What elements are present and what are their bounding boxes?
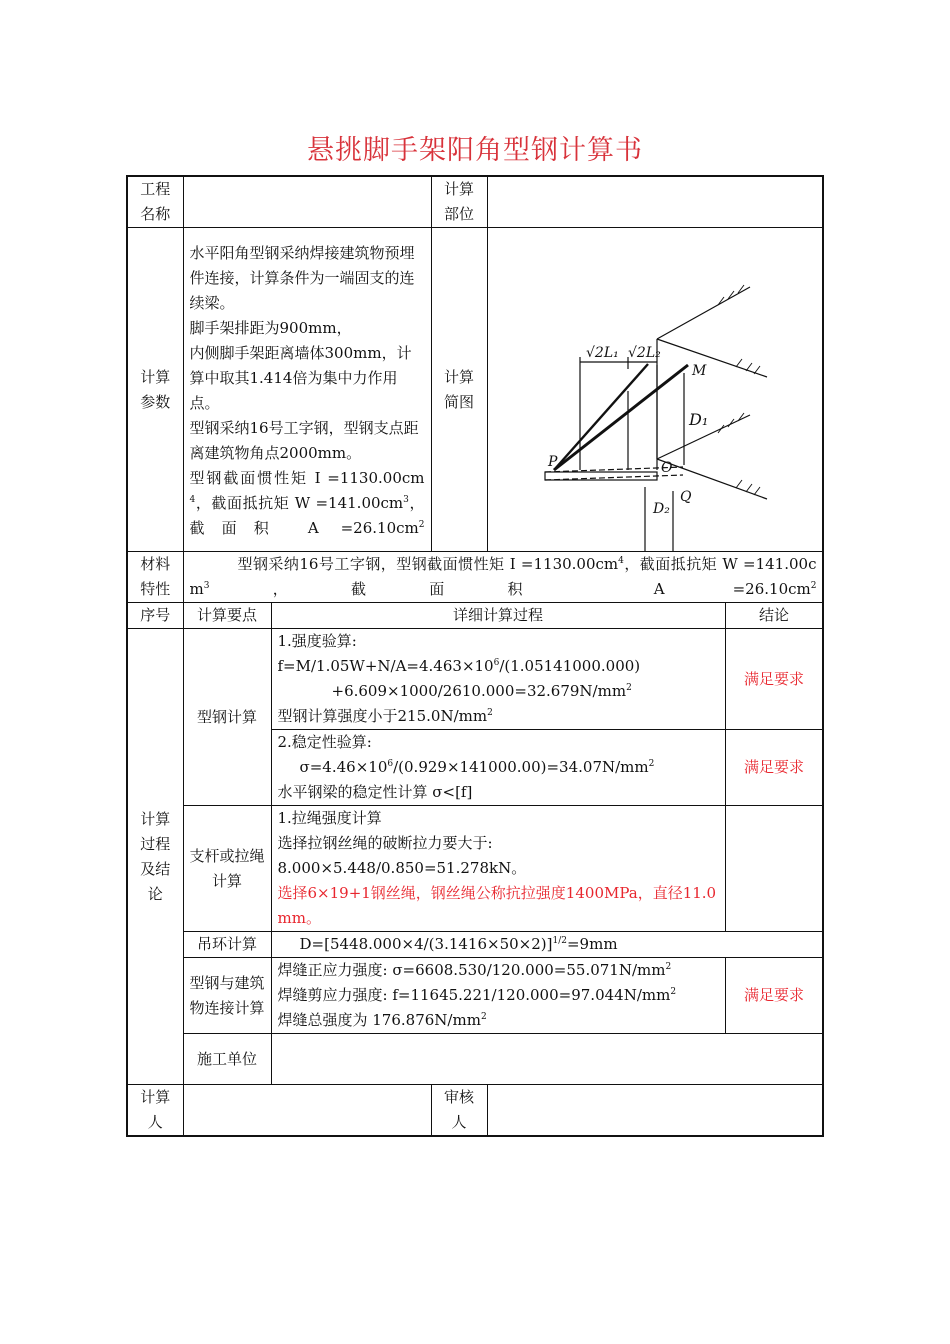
superscript: 1/2 — [552, 936, 567, 946]
project-label: 工程名称 — [127, 176, 183, 228]
calculation-table — [126, 175, 824, 1137]
superscript: 2 — [670, 987, 677, 997]
diagram-label: 计算简图 — [431, 228, 487, 552]
weld-row — [127, 958, 823, 1034]
formula-text: /(0.929×141000.00)=34.07N/mm — [393, 758, 649, 776]
formula-text: 焊缝剪应力强度: f=11645.221/120.000=97.044N/mm — [277, 986, 671, 1004]
formula-text: /(1.05141000.000) — [499, 657, 641, 675]
location-label: 计算部位 — [431, 176, 487, 228]
formula-text: 焊缝总强度为 176.876N/mm — [277, 1011, 481, 1029]
strength-line — [278, 679, 719, 704]
params-line: 脚手架排距为900mm， — [189, 318, 352, 337]
params-row — [127, 228, 823, 552]
superscript: 4 — [618, 556, 624, 566]
label-d2: D₂ — [652, 500, 670, 517]
cantilever-diagram — [488, 229, 822, 551]
superscript: 2 — [480, 1012, 487, 1022]
location-value — [487, 176, 823, 228]
strength-line — [278, 704, 719, 729]
weld-text — [271, 958, 725, 1034]
header-row — [127, 176, 823, 228]
column-header-row — [127, 603, 823, 629]
formula-text: 焊缝正应力强度: σ=6608.530/120.000=55.071N/mm — [277, 961, 666, 979]
params-line: 型钢采纳16号工字钢，型钢支点距离建筑物角点2000mm。 — [189, 418, 419, 462]
material-label: 材料特性 — [127, 552, 183, 603]
weld-line — [278, 1008, 719, 1033]
review-label: 审核人 — [431, 1085, 487, 1137]
label-l2: √2L₂ — [627, 344, 661, 361]
upper-wall-line-2 — [657, 339, 767, 377]
steel-strength-text — [271, 629, 725, 730]
steel-stability-text — [271, 730, 725, 806]
params-text — [183, 228, 431, 552]
upper-wall-line — [657, 287, 750, 339]
superscript: 2 — [810, 581, 817, 591]
superscript: 2 — [648, 759, 655, 769]
formula-text: f=M/1.05W+N/A=4.463×10 — [277, 657, 494, 675]
weld-line — [278, 958, 719, 983]
formula-text: D=[5448.000×4/(3.1416×50×2)] — [299, 935, 553, 953]
project-value — [183, 176, 431, 228]
weld-result: 满足要求 — [725, 958, 823, 1034]
superscript: 4 — [189, 494, 196, 505]
rope-selection: 选择6×19+1钢丝绳，钢丝绳公称抗拉强度1400MPa，直径11.0mm。 — [277, 884, 717, 927]
label-l1: √2L₁ — [585, 344, 619, 361]
ring-formula — [278, 932, 618, 957]
rope-title: 1.拉绳强度计算 — [277, 809, 382, 827]
material-text — [183, 552, 823, 603]
rope-line: 选择拉钢丝绳的破断拉力要大于: — [277, 834, 493, 852]
process-group-label: 计算过程及结论 — [127, 629, 183, 1085]
modulus-text: ，截面抵抗矩 W =141.00cm — [195, 493, 404, 512]
superscript: 2 — [418, 519, 425, 530]
label-o: O — [660, 459, 672, 476]
strength-result: 满足要求 — [725, 629, 823, 730]
wall-hatching — [718, 285, 760, 495]
material-area: ，截面积 A =26.10cm — [209, 580, 811, 598]
calc-label: 计算人 — [127, 1085, 183, 1137]
stability-title: 2.稳定性验算: — [277, 733, 372, 751]
unit-value — [271, 1034, 823, 1085]
rope-text — [271, 806, 725, 932]
document-title: 悬挑脚手架阳角型钢计算书 — [307, 135, 643, 166]
label-p: P — [547, 453, 557, 470]
label-d1: D₁ — [688, 409, 708, 429]
col-seq: 序号 — [127, 603, 183, 629]
unit-label: 施工单位 — [183, 1034, 271, 1085]
superscript: 3 — [403, 494, 409, 505]
col-conclusion: 结论 — [725, 603, 823, 629]
diagonal-rod-2 — [554, 364, 648, 470]
params-line: 内侧脚手架距离墙体300mm，计算中取其1.414倍为集中力作用点。 — [189, 343, 412, 412]
formula-text: =9mm — [566, 935, 618, 953]
rope-result — [725, 806, 823, 932]
formula-text: 型钢计算强度小于215.0N/mm — [277, 707, 488, 725]
params-label: 计算参数 — [127, 228, 183, 552]
params-line: 水平阳角型钢采纳焊接建筑物预埋件连接，计算条件为一端固支的连续梁。 — [189, 243, 415, 312]
label-q: Q — [679, 488, 691, 505]
calc-value — [183, 1085, 431, 1137]
weld-line — [278, 983, 719, 1008]
params-section-props — [190, 466, 425, 541]
signature-row — [127, 1085, 823, 1137]
superscript: 2 — [626, 683, 632, 693]
material-inertia: 型钢采纳16号工字钢，型钢截面惯性矩 I =1130.00cm — [237, 555, 619, 573]
material-modulus: ，截面抵抗矩 W =141.00cm — [189, 555, 817, 598]
steel-label: 型钢计算 — [183, 629, 271, 806]
stability-line: 水平钢梁的稳定性计算 σ<[f] — [277, 783, 473, 801]
strength-title: 1.强度验算: — [277, 632, 357, 650]
rope-line: 8.000×5.448/0.850=51.278kN。 — [277, 859, 527, 877]
col-process: 详细计算过程 — [271, 603, 725, 629]
superscript: 2 — [487, 708, 493, 718]
material-row — [127, 552, 823, 603]
diagram-cell — [487, 228, 823, 552]
col-point: 计算要点 — [183, 603, 271, 629]
rope-row — [127, 806, 823, 932]
weld-label: 型钢与建筑物连接计算 — [183, 958, 271, 1034]
superscript: 6 — [493, 658, 500, 668]
superscript: 2 — [665, 962, 672, 972]
unit-row — [127, 1034, 823, 1085]
stability-line — [278, 755, 719, 780]
area-text: ，截面积 A =26.10cm — [189, 493, 425, 537]
ring-row — [127, 932, 823, 958]
label-m: M — [691, 362, 706, 379]
inertia-text: 型钢截面惯性矩 I =1130.00cm — [189, 468, 425, 487]
superscript: 6 — [387, 759, 394, 769]
ring-text — [271, 932, 823, 958]
ring-label: 吊环计算 — [183, 932, 271, 958]
steel-strength-row — [127, 629, 823, 730]
formula-text: +6.609×1000/2610.000=32.679N/mm — [331, 682, 627, 700]
stability-result: 满足要求 — [725, 730, 823, 806]
superscript: 3 — [203, 581, 210, 591]
formula-text: σ=4.46×10 — [299, 758, 388, 776]
rope-label: 支杆或拉绳计算 — [183, 806, 271, 932]
strength-line — [278, 654, 719, 679]
review-value — [487, 1085, 823, 1137]
